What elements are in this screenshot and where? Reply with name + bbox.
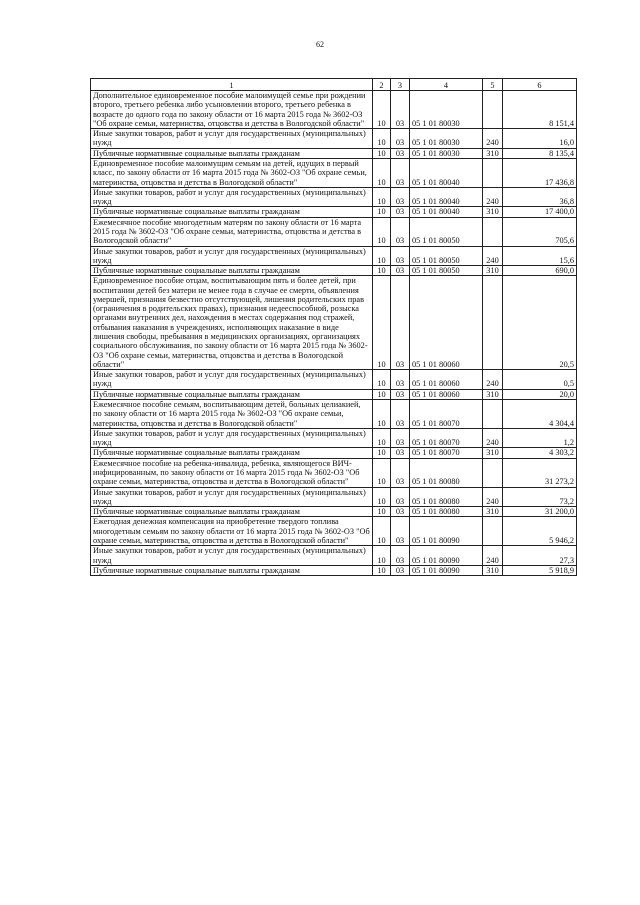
subsection-code-cell: 03 (391, 487, 410, 507)
expense-type-cell: 310 (483, 207, 503, 217)
row-name-cell: Иные закупки товаров, работ и услуг для государственных (муниципальных) нужд (91, 370, 373, 390)
table-body (91, 79, 577, 576)
target-article-cell: 05 1 01 80090 (410, 565, 483, 575)
amount-cell: 31 273,2 (503, 458, 577, 487)
section-code-cell: 10 (373, 546, 391, 566)
row-name-cell: Единовременное пособие малоимущим семьям на детей, идущих в первый класс, по закону области от 16 марта 2015 года № 3602-ОЗ "Об охране семьи, материнства, отцовства и детства в Вологодской области" (91, 158, 373, 187)
table-row (91, 517, 577, 546)
subsection-code-cell: 03 (391, 370, 410, 390)
row-name-cell: Иные закупки товаров, работ и услуг для государственных (муниципальных) нужд (91, 546, 373, 566)
target-article-cell: 05 1 01 80080 (410, 487, 483, 507)
amount-cell: 31 200,0 (503, 507, 577, 517)
header-cell: 4 (410, 79, 483, 91)
target-article-cell: 05 1 01 80040 (410, 158, 483, 187)
expense-type-cell: 240 (483, 246, 503, 266)
subsection-code-cell: 03 (391, 266, 410, 276)
table-row (91, 565, 577, 575)
amount-cell: 8 151,4 (503, 91, 577, 129)
expense-type-cell (483, 91, 503, 129)
target-article-cell: 05 1 01 80070 (410, 428, 483, 448)
row-name-cell: Иные закупки товаров, работ и услуг для государственных (муниципальных) нужд (91, 246, 373, 266)
expense-type-cell: 240 (483, 546, 503, 566)
header-cell: 1 (91, 79, 373, 91)
expense-type-cell (483, 158, 503, 187)
target-article-cell: 05 1 01 80050 (410, 246, 483, 266)
subsection-code-cell: 03 (391, 158, 410, 187)
target-article-cell: 05 1 01 80040 (410, 187, 483, 207)
expense-type-cell: 310 (483, 266, 503, 276)
section-code-cell: 10 (373, 517, 391, 546)
target-article-cell: 05 1 01 80090 (410, 546, 483, 566)
page-number: 62 (316, 40, 324, 49)
expense-type-cell: 240 (483, 370, 503, 390)
table-row (91, 266, 577, 276)
row-name-cell: Дополнительное единовременное пособие малоимущей семье при рождении второго, третьего ребенка либо усыновлении второго, третьего ребенка в возрасте до одного года по закону области от 16 марта 2015 года № 3602-ОЗ "Об охране семьи, материнства, отцовства и детства в Вологодской области" (91, 91, 373, 129)
amount-cell: 20,5 (503, 276, 577, 370)
subsection-code-cell: 03 (391, 129, 410, 149)
target-article-cell: 05 1 01 80090 (410, 517, 483, 546)
expense-type-cell: 240 (483, 487, 503, 507)
target-article-cell: 05 1 01 80070 (410, 448, 483, 458)
row-name-cell: Ежемесячное пособие многодетным матерям по закону области от 16 марта 2015 года № 3602-ОЗ "Об охране семьи, материнства, отцовства и детства в Вологодской области" (91, 217, 373, 246)
subsection-code-cell: 03 (391, 507, 410, 517)
target-article-cell: 05 1 01 80070 (410, 400, 483, 429)
section-code-cell: 10 (373, 148, 391, 158)
section-code-cell: 10 (373, 507, 391, 517)
amount-cell: 20,0 (503, 389, 577, 399)
amount-cell: 27,3 (503, 546, 577, 566)
target-article-cell: 05 1 01 80040 (410, 207, 483, 217)
target-article-cell: 05 1 01 80060 (410, 370, 483, 390)
header-cell: 2 (373, 79, 391, 91)
target-article-cell: 05 1 01 80080 (410, 507, 483, 517)
row-name-cell: Публичные нормативные социальные выплаты гражданам (91, 148, 373, 158)
amount-cell: 1,2 (503, 428, 577, 448)
table-row (91, 158, 577, 187)
section-code-cell: 10 (373, 217, 391, 246)
table-row (91, 246, 577, 266)
amount-cell: 5 946,2 (503, 517, 577, 546)
amount-cell: 705,6 (503, 217, 577, 246)
subsection-code-cell: 03 (391, 91, 410, 129)
subsection-code-cell: 03 (391, 217, 410, 246)
subsection-code-cell: 03 (391, 517, 410, 546)
section-code-cell: 10 (373, 400, 391, 429)
section-code-cell: 10 (373, 246, 391, 266)
expense-type-cell: 310 (483, 389, 503, 399)
subsection-code-cell: 03 (391, 148, 410, 158)
amount-cell: 0,5 (503, 370, 577, 390)
table-row (91, 487, 577, 507)
amount-cell: 5 918,9 (503, 565, 577, 575)
table-row (91, 217, 577, 246)
amount-cell: 4 304,4 (503, 400, 577, 429)
section-code-cell: 10 (373, 448, 391, 458)
subsection-code-cell: 03 (391, 187, 410, 207)
target-article-cell: 05 1 01 80030 (410, 91, 483, 129)
row-name-cell: Иные закупки товаров, работ и услуг для государственных (муниципальных) нужд (91, 428, 373, 448)
budget-table (90, 78, 577, 576)
section-code-cell: 10 (373, 91, 391, 129)
expense-type-cell: 240 (483, 187, 503, 207)
expense-type-cell: 240 (483, 129, 503, 149)
section-code-cell: 10 (373, 187, 391, 207)
subsection-code-cell: 03 (391, 565, 410, 575)
section-code-cell: 10 (373, 266, 391, 276)
row-name-cell: Единовременное пособие отцам, воспитывающим пять и более детей, при воспитании детей без матери не менее года в случае ее смерти, объявления умершей, признания безвестно отсутствующей, лишения родительских прав (ограничения в родительских правах), признания недееспособной, розыска органами внутренних дел, нахождения в местах содержания под стражей, отбывания наказания в учреждениях, исполняющих наказание в виде лишения свободы, пребывания в медицинских организациях, организациях социального обслуживания, по закону области от 16 марта 2015 года № 3602-ОЗ "Об охране семьи, материнства, отцовства и детства в Вологодской области" (91, 276, 373, 370)
row-name-cell: Публичные нормативные социальные выплаты гражданам (91, 565, 373, 575)
subsection-code-cell: 03 (391, 546, 410, 566)
expense-type-cell (483, 458, 503, 487)
row-name-cell: Ежегодная денежная компенсация на приобретение твердого топлива многодетным семьям по закону области от 16 марта 2015 года № 3602-ОЗ "Об охране семьи, материнства, отцовства и детства в Вологодской области" (91, 517, 373, 546)
section-code-cell: 10 (373, 565, 391, 575)
header-cell: 5 (483, 79, 503, 91)
subsection-code-cell: 03 (391, 448, 410, 458)
row-name-cell: Иные закупки товаров, работ и услуг для государственных (муниципальных) нужд (91, 487, 373, 507)
expense-type-cell: 310 (483, 448, 503, 458)
subsection-code-cell: 03 (391, 428, 410, 448)
amount-cell: 73,2 (503, 487, 577, 507)
section-code-cell: 10 (373, 428, 391, 448)
section-code-cell: 10 (373, 458, 391, 487)
amount-cell: 8 135,4 (503, 148, 577, 158)
row-name-cell: Публичные нормативные социальные выплаты гражданам (91, 207, 373, 217)
expense-type-cell (483, 276, 503, 370)
section-code-cell: 10 (373, 276, 391, 370)
expense-type-cell (483, 400, 503, 429)
section-code-cell: 10 (373, 389, 391, 399)
amount-cell: 15,6 (503, 246, 577, 266)
row-name-cell: Публичные нормативные социальные выплаты гражданам (91, 266, 373, 276)
amount-cell: 16,0 (503, 129, 577, 149)
section-code-cell: 10 (373, 487, 391, 507)
amount-cell: 4 303,2 (503, 448, 577, 458)
subsection-code-cell: 03 (391, 389, 410, 399)
expense-type-cell: 310 (483, 507, 503, 517)
subsection-code-cell: 03 (391, 276, 410, 370)
table-row (91, 546, 577, 566)
expense-type-cell: 240 (483, 428, 503, 448)
expense-type-cell: 310 (483, 565, 503, 575)
target-article-cell: 05 1 01 80050 (410, 217, 483, 246)
expense-type-cell (483, 217, 503, 246)
table-row (91, 187, 577, 207)
table-row (91, 276, 577, 370)
row-name-cell: Публичные нормативные социальные выплаты гражданам (91, 507, 373, 517)
table-row (91, 91, 577, 129)
table-row (91, 458, 577, 487)
row-name-cell: Иные закупки товаров, работ и услуг для государственных (муниципальных) нужд (91, 129, 373, 149)
table-row (91, 448, 577, 458)
table-row (91, 207, 577, 217)
row-name-cell: Ежемесячное пособие на ребенка-инвалида, ребенка, являющегося ВИЧ-инфицированным, по закону области от 16 марта 2015 года № 3602-ОЗ "Об охране семьи, материнства, отцовства и детства в Вологодской области" (91, 458, 373, 487)
table-row (91, 370, 577, 390)
header-row (91, 79, 577, 91)
amount-cell: 17 400,0 (503, 207, 577, 217)
table-row (91, 400, 577, 429)
header-cell: 6 (503, 79, 577, 91)
target-article-cell: 05 1 01 80050 (410, 266, 483, 276)
amount-cell: 690,0 (503, 266, 577, 276)
section-code-cell: 10 (373, 158, 391, 187)
expense-type-cell (483, 517, 503, 546)
section-code-cell: 10 (373, 129, 391, 149)
row-name-cell: Иные закупки товаров, работ и услуг для государственных (муниципальных) нужд (91, 187, 373, 207)
table-row (91, 428, 577, 448)
section-code-cell: 10 (373, 207, 391, 217)
amount-cell: 36,8 (503, 187, 577, 207)
row-name-cell: Публичные нормативные социальные выплаты гражданам (91, 389, 373, 399)
subsection-code-cell: 03 (391, 400, 410, 429)
amount-cell: 17 436,8 (503, 158, 577, 187)
row-name-cell: Ежемесячное пособие семьям, воспитывающим детей, больных целиакией, по закону области от 16 марта 2015 года № 3602-ОЗ "Об охране семьи, материнства, отцовства и детства в Вологодской области" (91, 400, 373, 429)
row-name-cell: Публичные нормативные социальные выплаты гражданам (91, 448, 373, 458)
target-article-cell: 05 1 01 80030 (410, 148, 483, 158)
table-row (91, 507, 577, 517)
target-article-cell: 05 1 01 80080 (410, 458, 483, 487)
target-article-cell: 05 1 01 80060 (410, 276, 483, 370)
table-row (91, 148, 577, 158)
table-row (91, 389, 577, 399)
target-article-cell: 05 1 01 80060 (410, 389, 483, 399)
subsection-code-cell: 03 (391, 458, 410, 487)
table-row (91, 129, 577, 149)
subsection-code-cell: 03 (391, 246, 410, 266)
section-code-cell: 10 (373, 370, 391, 390)
target-article-cell: 05 1 01 80030 (410, 129, 483, 149)
header-cell: 3 (391, 79, 410, 91)
subsection-code-cell: 03 (391, 207, 410, 217)
expense-type-cell: 310 (483, 148, 503, 158)
